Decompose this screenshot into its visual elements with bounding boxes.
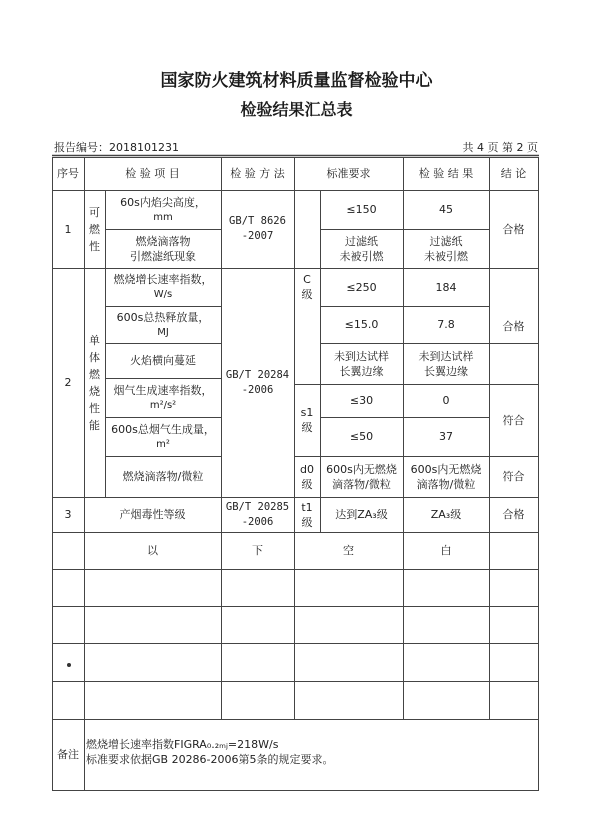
header-method: 检 验 方 法 xyxy=(230,167,285,180)
blank-marker-2: 下 xyxy=(252,544,263,557)
row2-item-smogra: 烟气生成速率指数， m²/s² xyxy=(113,383,213,411)
grade-t1: t1 级 xyxy=(301,500,313,529)
row1-item-flame-height: 60s内焰尖高度， mm xyxy=(120,195,206,223)
row3-item: 产烟毒性等级 xyxy=(119,508,186,521)
row2-res5: 37 xyxy=(439,430,453,443)
row2-res2: 7.8 xyxy=(437,318,455,331)
remarks-label: 备注 xyxy=(57,748,79,761)
row2-res3: 未到达试样 长翼边缘 xyxy=(418,349,474,378)
row3-seq: 3 xyxy=(64,508,72,521)
row1-method: GB/T 8626 -2007 xyxy=(229,215,286,242)
row1-res-a: 45 xyxy=(439,203,453,216)
row3-res: ZA₃级 xyxy=(430,508,462,521)
row3-conclusion: 合格 xyxy=(502,508,525,521)
row2-res1: 184 xyxy=(435,280,457,294)
blank-marker-1: 以 xyxy=(147,544,158,557)
row2-item-droplets: 燃烧滴落物/微粒 xyxy=(122,470,204,483)
header-seq: 序号 xyxy=(57,167,79,180)
row2-seq: 2 xyxy=(64,376,72,389)
row2-req2: ≤15.0 xyxy=(344,318,379,331)
row1-req-b: 过滤纸 未被引燃 xyxy=(339,234,384,263)
header-conclusion: 结 论 xyxy=(500,167,527,180)
row2-conclusion-3: 符合 xyxy=(502,470,525,483)
row2-item-figra: 燃烧增长速率指数， W/s xyxy=(113,273,213,300)
blank-marker-4: 白 xyxy=(440,544,452,557)
row3-method: GB/T 20285 -2006 xyxy=(225,500,290,528)
row2-method: GB/T 20284 -2006 xyxy=(225,368,290,396)
page-info: 共 4 页 第 2 页 xyxy=(462,141,538,154)
row1-res-b: 过滤纸 未被引燃 xyxy=(424,234,468,263)
row1-item-dripping: 燃烧滴落物 引燃滤纸现象 xyxy=(130,234,196,263)
grade-c: C 级 xyxy=(301,273,313,301)
report-number: 报告编号：2018101231 xyxy=(54,141,179,154)
row1-req-a: ≤150 xyxy=(346,203,377,216)
header-requirement: 标准要求 xyxy=(326,167,371,180)
row2-conclusion-2: 符合 xyxy=(502,413,525,427)
page-title: 国家防火建筑材料质量监督检验中心 xyxy=(160,71,433,91)
row1-conclusion: 合格 xyxy=(502,222,525,236)
remarks-line-2: 标准要求依据GB 20286-2006第5条的规定要求。 xyxy=(86,753,334,766)
row1-category: 可燃性 xyxy=(89,205,100,253)
blank-marker-3: 空 xyxy=(343,544,354,557)
row2-res6: 600s内无燃烧 滴落物/微粒 xyxy=(410,462,482,491)
ink-dot xyxy=(67,663,71,667)
header-item: 检 验 项 目 xyxy=(125,167,180,180)
row2-item-thr: 600s总热释放量， MJ xyxy=(116,310,210,338)
row2-conclusion-1: 合格 xyxy=(502,319,525,333)
row2-category: 单体燃烧性能 xyxy=(89,333,100,432)
remarks-line-1: 燃烧增长速率指数FIGRA₀.₂ₘⱼ=218W/s xyxy=(86,738,279,751)
row2-res4: 0 xyxy=(442,394,450,407)
row2-item-lfs: 火焰横向蔓延 xyxy=(130,354,196,367)
row2-item-tsp: 600s总烟气生成量， m² xyxy=(111,422,215,450)
row1-seq: 1 xyxy=(64,222,72,236)
row2-req5: ≤50 xyxy=(349,430,374,443)
row3-req: 达到ZA₃级 xyxy=(335,508,388,521)
row2-req1: ≤250 xyxy=(346,280,377,294)
grade-d0: d0 级 xyxy=(300,462,314,491)
header-result: 检 验 结 果 xyxy=(418,167,474,180)
row2-req4: ≤30 xyxy=(349,394,374,407)
row2-req6: 600s内无燃烧 滴落物/微粒 xyxy=(326,462,397,491)
page-subtitle: 检验结果汇总表 xyxy=(240,100,353,119)
row2-req3: 未到达试样 长翼边缘 xyxy=(334,349,389,378)
grade-s1: s1 级 xyxy=(300,406,314,434)
